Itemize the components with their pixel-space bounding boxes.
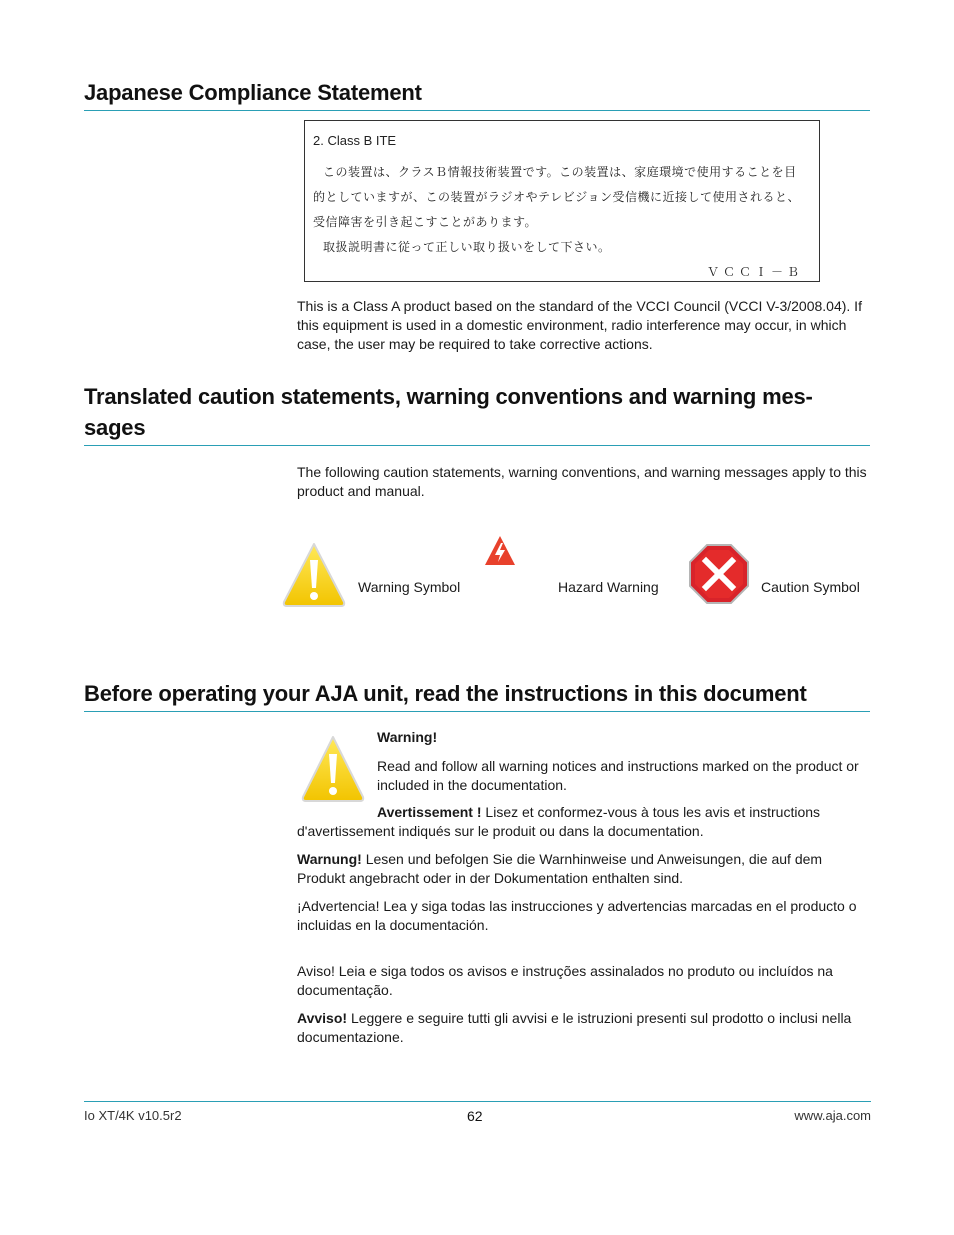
footer-page-number: 62 <box>467 1108 483 1124</box>
footer-divider <box>84 1101 871 1102</box>
vcci-statement-box <box>304 120 820 282</box>
heading-line: Translated caution statements, warning conventions and warning mes- <box>84 384 813 409</box>
warning-text-es: ¡Advertencia! Lea y siga todas las instrucciones y advertencias marcadas en el producto o incluidas en la documentación. <box>297 898 857 933</box>
warning-body-de: Lesen und befolgen Sie die Warnhinweise und Anweisungen, die auf dem Produkt angebracht oder in der Dokumentation enthalten sind. <box>297 851 823 886</box>
intro-text: The following caution statements, warning conventions, and warning messages apply to this product and manual. <box>297 464 867 499</box>
caution-stop-icon <box>688 543 750 605</box>
heading-japanese-compliance: Japanese Compliance Statement <box>84 77 870 111</box>
warning-body-it: Leggere e seguire tutti gli avvisi e le istruzioni presenti sul prodotto o inclusi nella documentazione. <box>297 1010 852 1045</box>
vcci-heading: 2. Class B ITE <box>313 133 397 148</box>
warning-title: Warning! <box>377 729 438 745</box>
footer-doc-version: Io XT/4K v10.5r2 <box>84 1108 182 1123</box>
vcci-line: 的としていますが、この装置がラジオやテレビジョン受信機に近接して使用されると、 <box>313 190 801 204</box>
vcci-line: この装置は、クラスＢ情報技術装置です。この装置は、家庭環境で使用することを目 <box>323 165 797 179</box>
warning-text-pt: Aviso! Leia e siga todos os avisos e instruções assinalados no produto ou incluídos na documentação. <box>297 963 833 998</box>
warning-body-fr: Lisez et conformez-vous à tous les avis et instructions d'avertissement indiqués sur le produit ou dans la documentation. <box>297 804 821 839</box>
warning-triangle-icon <box>280 540 348 610</box>
warning-text-fr <box>297 803 871 841</box>
vcci-line: 受信障害を引き起こすことがあります。 <box>313 215 538 229</box>
footer-website-link[interactable]: www.aja.com <box>794 1108 871 1123</box>
warning-text-en: Read and follow all warning notices and instructions marked on the product or included in the documentation. <box>377 758 859 793</box>
warning-label-it: Avviso! <box>297 1010 348 1026</box>
warning-triangle-icon <box>299 733 367 805</box>
hazard-warning-label: Hazard Warning <box>558 579 659 595</box>
warning-text-it <box>297 1009 871 1047</box>
hazard-lightning-icon <box>484 535 516 567</box>
heading-before-operating: Before operating your AJA unit, read the instructions in this document <box>84 678 870 712</box>
warning-label-fr: Avertissement ! <box>377 804 482 820</box>
vcci-english-text: This is a Class A product based on the standard of the VCCI Council (VCCI V-3/2008.04). If this equipment is used in a domestic environment, radio interference may occur, in which case, the user may be required to take corrective actions. <box>297 298 862 352</box>
warning-symbol-label: Warning Symbol <box>358 579 461 595</box>
warning-label-de: Warnung! <box>297 851 362 867</box>
heading-line: sages <box>84 415 146 440</box>
warning-text-de <box>297 850 871 888</box>
vcci-line: 取扱説明書に従って正しい取り扱いをして下さい。 <box>323 240 611 254</box>
heading-translated-caution <box>84 381 870 446</box>
caution-symbol-label: Caution Symbol <box>761 579 860 595</box>
vcci-mark: ＶＣＣＩ－Ｂ <box>706 265 803 279</box>
